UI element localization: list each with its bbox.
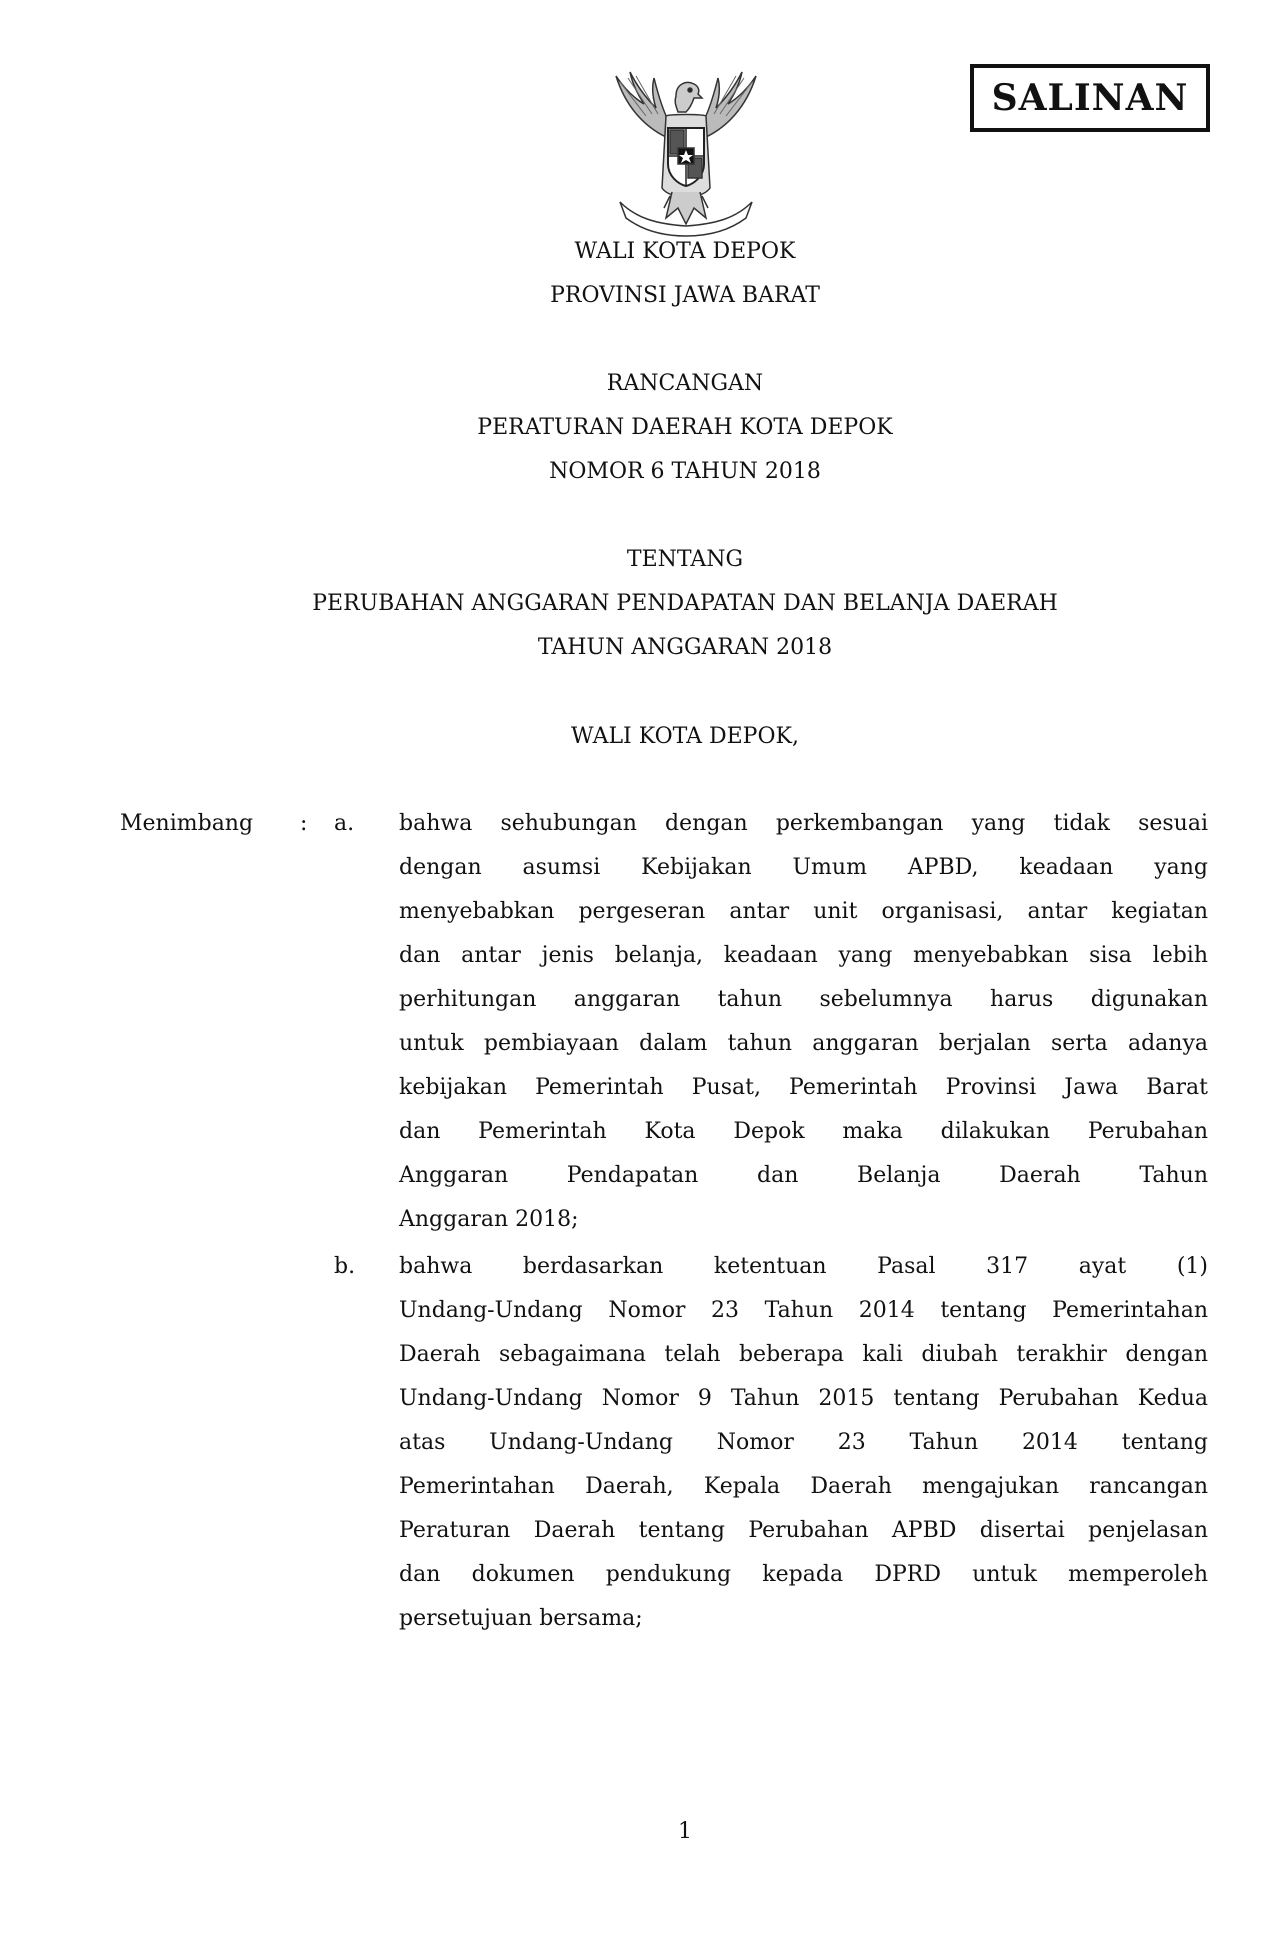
considering-colon: : (300, 811, 308, 836)
title-line-3: NOMOR 6 TAHUN 2018 (549, 459, 821, 484)
item-a-paragraph (399, 802, 1208, 1242)
page-number: 1 (678, 1819, 692, 1844)
item-a-marker: a. (334, 811, 355, 836)
item-a-line: perhitungan anggaran tahun sebelumnya harus digunakan (399, 987, 1208, 1012)
item-b-paragraph (399, 1245, 1208, 1641)
item-a-line: bahwa sehubungan dengan perkembangan yang tidak sesuai (399, 811, 1208, 836)
item-b-line: Undang-Undang Nomor 23 Tahun 2014 tentang Pemerintahan (399, 1298, 1208, 1323)
item-a-line: Anggaran Pendapatan dan Belanja Daerah Tahun (399, 1163, 1208, 1188)
item-b-line: persetujuan bersama; (399, 1606, 643, 1631)
item-a-line: untuk pembiayaan dalam tahun anggaran berjalan serta adanya (399, 1031, 1208, 1056)
considering-label: Menimbang (120, 811, 254, 836)
header-line-2: PROVINSI JAWA BARAT (550, 283, 820, 308)
item-b-line: atas Undang-Undang Nomor 23 Tahun 2014 tentang (399, 1430, 1208, 1455)
item-a-line: Anggaran 2018; (399, 1207, 579, 1232)
item-a-line: dan Pemerintah Kota Depok maka dilakukan Perubahan (399, 1119, 1208, 1144)
item-b-line: Peraturan Daerah tentang Perubahan APBD disertai penjelasan (399, 1518, 1208, 1543)
item-b-line: bahwa berdasarkan ketentuan Pasal 317 ayat (1) (399, 1254, 1208, 1279)
item-a-line: dan antar jenis belanja, keadaan yang menyebabkan sisa lebih (399, 943, 1208, 968)
subject-line-1: TENTANG (626, 547, 744, 572)
header-line-1: WALI KOTA DEPOK (574, 239, 796, 264)
item-a-line: kebijakan Pemerintah Pusat, Pemerintah Provinsi Jawa Barat (399, 1075, 1208, 1100)
item-b-line: dan dokumen pendukung kepada DPRD untuk memperoleh (399, 1562, 1208, 1587)
salinan-stamp: SALINAN (970, 64, 1210, 132)
subject-line-2: PERUBAHAN ANGGARAN PENDAPATAN DAN BELANJA DAERAH (312, 591, 1058, 616)
subject-line-3: TAHUN ANGGARAN 2018 (537, 635, 833, 660)
title-line-2: PERATURAN DAERAH KOTA DEPOK (477, 415, 893, 440)
item-b-marker: b. (334, 1254, 356, 1279)
garuda-emblem-icon (606, 68, 766, 238)
authority-line: WALI KOTA DEPOK, (571, 724, 799, 749)
item-a-line: menyebabkan pergeseran antar unit organisasi, antar kegiatan (399, 899, 1208, 924)
item-b-line: Undang-Undang Nomor 9 Tahun 2015 tentang Perubahan Kedua (399, 1386, 1208, 1411)
item-b-line: Pemerintahan Daerah, Kepala Daerah mengajukan rancangan (399, 1474, 1208, 1499)
item-b-line: Daerah sebagaimana telah beberapa kali diubah terakhir dengan (399, 1342, 1208, 1367)
title-line-1: RANCANGAN (606, 371, 764, 396)
item-a-line: dengan asumsi Kebijakan Umum APBD, keadaan yang (399, 855, 1208, 880)
